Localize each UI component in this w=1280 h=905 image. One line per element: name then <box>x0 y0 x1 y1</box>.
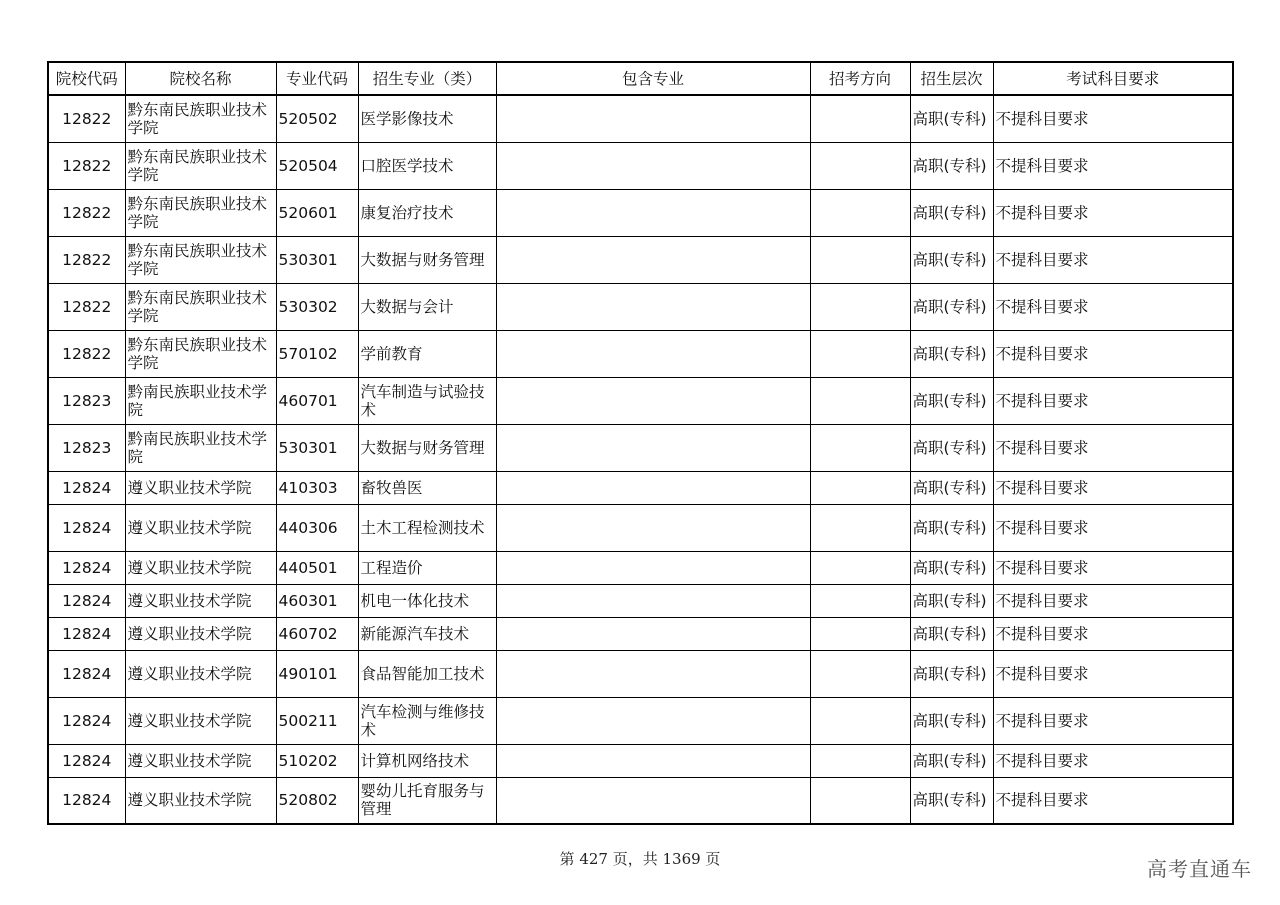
cell-major-code: 460701 <box>276 377 358 424</box>
cell-school-name: 遵义职业技术学院 <box>125 650 276 697</box>
cell-school-code: 12823 <box>48 424 125 471</box>
cell-major-code: 510202 <box>276 744 358 777</box>
cell-school-name: 黔东南民族职业技术学院 <box>125 236 276 283</box>
cell-school-code: 12822 <box>48 236 125 283</box>
table-row <box>48 504 1233 551</box>
cell-included-majors <box>496 283 810 330</box>
cell-included-majors <box>496 95 810 142</box>
cell-included-majors <box>496 142 810 189</box>
cell-major-code: 440306 <box>276 504 358 551</box>
cell-major-code: 440501 <box>276 551 358 584</box>
cell-requirement: 不提科目要求 <box>993 236 1233 283</box>
cell-included-majors <box>496 471 810 504</box>
cell-school-code: 12824 <box>48 744 125 777</box>
cell-school-code: 12824 <box>48 471 125 504</box>
header-row <box>48 62 1233 95</box>
cell-school-code: 12824 <box>48 650 125 697</box>
table-row <box>48 95 1233 142</box>
cell-major: 医学影像技术 <box>358 95 496 142</box>
cell-requirement: 不提科目要求 <box>993 283 1233 330</box>
table-row <box>48 236 1233 283</box>
cell-school-name: 黔南民族职业技术学院 <box>125 424 276 471</box>
cell-school-name: 黔南民族职业技术学院 <box>125 377 276 424</box>
cell-school-name: 黔东南民族职业技术学院 <box>125 189 276 236</box>
cell-level: 高职(专科) <box>910 744 993 777</box>
cell-major-code: 530301 <box>276 424 358 471</box>
cell-major-code: 460301 <box>276 584 358 617</box>
cell-school-code: 12824 <box>48 777 125 824</box>
cell-school-name: 遵义职业技术学院 <box>125 471 276 504</box>
cell-requirement: 不提科目要求 <box>993 650 1233 697</box>
cell-major: 机电一体化技术 <box>358 584 496 617</box>
cell-major: 新能源汽车技术 <box>358 617 496 650</box>
table-row <box>48 584 1233 617</box>
cell-level: 高职(专科) <box>910 650 993 697</box>
cell-major-code: 520504 <box>276 142 358 189</box>
cell-level: 高职(专科) <box>910 697 993 744</box>
cell-requirement: 不提科目要求 <box>993 95 1233 142</box>
header-level: 招生层次 <box>910 62 993 95</box>
cell-direction <box>810 330 910 377</box>
header-major-code: 专业代码 <box>276 62 358 95</box>
cell-level: 高职(专科) <box>910 377 993 424</box>
cell-direction <box>810 236 910 283</box>
cell-requirement: 不提科目要求 <box>993 377 1233 424</box>
cell-level: 高职(专科) <box>910 471 993 504</box>
cell-direction <box>810 744 910 777</box>
cell-level: 高职(专科) <box>910 330 993 377</box>
cell-included-majors <box>496 617 810 650</box>
cell-direction <box>810 617 910 650</box>
cell-school-code: 12822 <box>48 142 125 189</box>
cell-requirement: 不提科目要求 <box>993 330 1233 377</box>
cell-included-majors <box>496 777 810 824</box>
header-school-name: 院校名称 <box>125 62 276 95</box>
cell-direction <box>810 95 910 142</box>
cell-included-majors <box>496 744 810 777</box>
cell-direction <box>810 551 910 584</box>
cell-major: 食品智能加工技术 <box>358 650 496 697</box>
admissions-table <box>47 61 1234 825</box>
cell-school-name: 黔东南民族职业技术学院 <box>125 330 276 377</box>
cell-school-name: 遵义职业技术学院 <box>125 744 276 777</box>
cell-included-majors <box>496 424 810 471</box>
cell-direction <box>810 504 910 551</box>
cell-major: 汽车检测与维修技术 <box>358 697 496 744</box>
header-requirement: 考试科目要求 <box>993 62 1233 95</box>
header-school-code: 院校代码 <box>48 62 125 95</box>
cell-direction <box>810 189 910 236</box>
cell-major: 计算机网络技术 <box>358 744 496 777</box>
cell-direction <box>810 471 910 504</box>
cell-major: 学前教育 <box>358 330 496 377</box>
cell-level: 高职(专科) <box>910 95 993 142</box>
header-major: 招生专业（类） <box>358 62 496 95</box>
cell-major: 汽车制造与试验技术 <box>358 377 496 424</box>
table-row <box>48 471 1233 504</box>
cell-school-code: 12822 <box>48 95 125 142</box>
cell-level: 高职(专科) <box>910 189 993 236</box>
cell-included-majors <box>496 584 810 617</box>
cell-direction <box>810 584 910 617</box>
cell-level: 高职(专科) <box>910 551 993 584</box>
cell-major-code: 490101 <box>276 650 358 697</box>
cell-requirement: 不提科目要求 <box>993 424 1233 471</box>
cell-direction <box>810 377 910 424</box>
cell-school-code: 12823 <box>48 377 125 424</box>
cell-requirement: 不提科目要求 <box>993 471 1233 504</box>
cell-level: 高职(专科) <box>910 424 993 471</box>
cell-included-majors <box>496 330 810 377</box>
cell-major-code: 500211 <box>276 697 358 744</box>
cell-school-name: 遵义职业技术学院 <box>125 504 276 551</box>
cell-major-code: 460702 <box>276 617 358 650</box>
cell-direction <box>810 283 910 330</box>
table-row <box>48 142 1233 189</box>
cell-major-code: 530301 <box>276 236 358 283</box>
cell-school-name: 黔东南民族职业技术学院 <box>125 283 276 330</box>
cell-school-code: 12824 <box>48 504 125 551</box>
cell-major: 土木工程检测技术 <box>358 504 496 551</box>
table-row <box>48 777 1233 824</box>
table-row <box>48 330 1233 377</box>
cell-requirement: 不提科目要求 <box>993 777 1233 824</box>
cell-major-code: 520502 <box>276 95 358 142</box>
header-direction: 招考方向 <box>810 62 910 95</box>
page-number: 第 427 页，共 1369 页 <box>559 850 721 868</box>
table-row <box>48 697 1233 744</box>
cell-requirement: 不提科目要求 <box>993 189 1233 236</box>
cell-direction <box>810 142 910 189</box>
cell-requirement: 不提科目要求 <box>993 617 1233 650</box>
cell-included-majors <box>496 189 810 236</box>
cell-school-code: 12822 <box>48 330 125 377</box>
cell-level: 高职(专科) <box>910 584 993 617</box>
table-row <box>48 189 1233 236</box>
cell-direction <box>810 424 910 471</box>
cell-included-majors <box>496 377 810 424</box>
cell-requirement: 不提科目要求 <box>993 584 1233 617</box>
table-row <box>48 744 1233 777</box>
cell-school-name: 遵义职业技术学院 <box>125 697 276 744</box>
cell-major: 大数据与财务管理 <box>358 424 496 471</box>
cell-school-name: 黔东南民族职业技术学院 <box>125 142 276 189</box>
cell-requirement: 不提科目要求 <box>993 744 1233 777</box>
cell-major-code: 520601 <box>276 189 358 236</box>
cell-level: 高职(专科) <box>910 617 993 650</box>
cell-level: 高职(专科) <box>910 236 993 283</box>
cell-major: 口腔医学技术 <box>358 142 496 189</box>
cell-school-name: 遵义职业技术学院 <box>125 777 276 824</box>
cell-direction <box>810 697 910 744</box>
cell-level: 高职(专科) <box>910 142 993 189</box>
watermark: 高考直通车 <box>1147 857 1252 881</box>
table-row <box>48 283 1233 330</box>
cell-school-name: 遵义职业技术学院 <box>125 551 276 584</box>
cell-requirement: 不提科目要求 <box>993 697 1233 744</box>
cell-level: 高职(专科) <box>910 283 993 330</box>
cell-level: 高职(专科) <box>910 504 993 551</box>
cell-included-majors <box>496 504 810 551</box>
cell-school-code: 12822 <box>48 283 125 330</box>
cell-direction <box>810 650 910 697</box>
table-row <box>48 424 1233 471</box>
cell-school-code: 12822 <box>48 189 125 236</box>
cell-major: 工程造价 <box>358 551 496 584</box>
cell-requirement: 不提科目要求 <box>993 142 1233 189</box>
cell-major: 大数据与财务管理 <box>358 236 496 283</box>
cell-school-name: 遵义职业技术学院 <box>125 617 276 650</box>
cell-major-code: 530302 <box>276 283 358 330</box>
cell-major: 畜牧兽医 <box>358 471 496 504</box>
cell-school-code: 12824 <box>48 551 125 584</box>
cell-major-code: 570102 <box>276 330 358 377</box>
cell-included-majors <box>496 236 810 283</box>
cell-direction <box>810 777 910 824</box>
header-included-majors: 包含专业 <box>496 62 810 95</box>
cell-included-majors <box>496 551 810 584</box>
table-row <box>48 617 1233 650</box>
cell-school-name: 遵义职业技术学院 <box>125 584 276 617</box>
cell-major-code: 410303 <box>276 471 358 504</box>
cell-requirement: 不提科目要求 <box>993 504 1233 551</box>
cell-included-majors <box>496 650 810 697</box>
table-row <box>48 551 1233 584</box>
cell-level: 高职(专科) <box>910 777 993 824</box>
cell-major: 婴幼儿托育服务与管理 <box>358 777 496 824</box>
cell-school-code: 12824 <box>48 584 125 617</box>
cell-major: 大数据与会计 <box>358 283 496 330</box>
cell-school-code: 12824 <box>48 617 125 650</box>
cell-school-name: 黔东南民族职业技术学院 <box>125 95 276 142</box>
cell-major: 康复治疗技术 <box>358 189 496 236</box>
cell-school-code: 12824 <box>48 697 125 744</box>
cell-major-code: 520802 <box>276 777 358 824</box>
cell-requirement: 不提科目要求 <box>993 551 1233 584</box>
table-row <box>48 650 1233 697</box>
table-row <box>48 377 1233 424</box>
cell-included-majors <box>496 697 810 744</box>
